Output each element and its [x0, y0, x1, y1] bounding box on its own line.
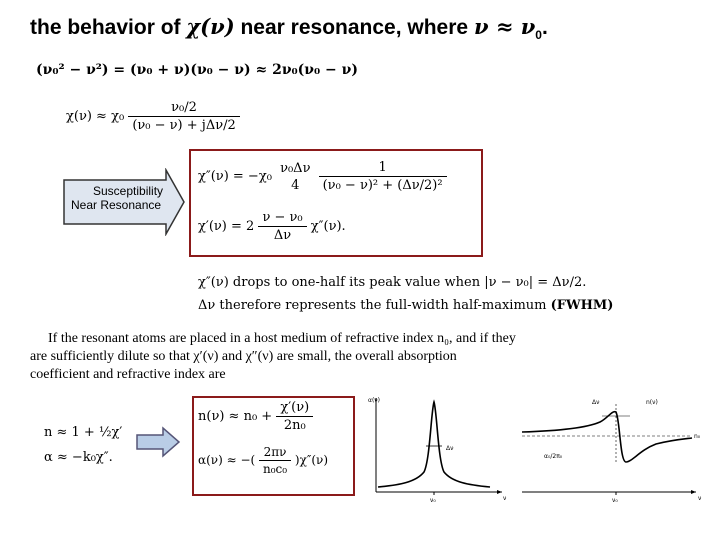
fwhm-line1: χ″(ν) drops to one-half its peak value when |ν − ν₀| = Δν/2. — [198, 275, 587, 290]
alpha-equation — [198, 445, 328, 476]
alpha-eq-den: n₀c₀ — [259, 460, 291, 476]
chi-dd-den2: (ν₀ − ν)² + (Δν/2)² — [319, 176, 447, 193]
paragraph-line2: are sufficiently dilute so that χ′(ν) and χ″(ν) are small, the overall absorption — [30, 349, 457, 364]
chi-prime-equation — [198, 210, 346, 243]
paragraph-line1: If the resonant atoms are placed in a host medium of refractive index n₀, and if they — [48, 331, 516, 346]
dispersion-xlabel: ν — [698, 495, 702, 502]
n-small-equation: n ≈ 1 + ½χ′ — [44, 425, 123, 440]
chi-dd-den1: 4 — [291, 177, 300, 193]
chi-eq-fraction — [128, 100, 239, 133]
n-eq-lhs: n(ν) ≈ n₀ + — [198, 409, 273, 424]
chi-d-num: ν − ν₀ — [262, 210, 303, 225]
chi-d-rhs: χ″(ν). — [310, 219, 346, 234]
chi-double-prime-equation — [198, 160, 447, 193]
chi-dd-frac1 — [276, 161, 314, 193]
chi-eq-den: (ν₀ − ν) + jΔν/2 — [128, 116, 239, 133]
absorption-xtick: ν₀ — [430, 497, 436, 504]
chi-d-frac — [258, 210, 306, 243]
fwhm-abbrev: (FWHM) — [550, 298, 614, 313]
absorption-width-label: Δν — [446, 445, 454, 452]
alpha-eq-frac — [259, 445, 291, 476]
absorption-xlabel: ν — [503, 495, 507, 502]
arrow-label-line2: Near Resonance — [71, 198, 162, 212]
refractive-index-plot — [516, 392, 716, 504]
fwhm-line2-text: Δν therefore represents the full-width half-maximum — [198, 298, 547, 313]
n-eq-frac — [276, 400, 313, 433]
arrow-label-line1: Susceptibility — [93, 184, 164, 198]
approx-equation: (ν₀² − ν²) = (ν₀ + ν)(ν₀ − ν) ≈ 2ν₀(ν₀ − ν) — [36, 62, 358, 78]
fwhm-line2 — [198, 298, 613, 313]
chi-d-lhs: χ′(ν) = 2 — [198, 219, 255, 234]
chi-dd-frac2 — [319, 160, 447, 193]
dispersion-width-label: Δν — [592, 399, 600, 406]
arrow-label — [71, 184, 163, 212]
page-title — [30, 14, 548, 42]
lorentzian-curve — [378, 402, 490, 487]
title-text: the behavior of — [30, 16, 181, 39]
absorption-plot — [360, 392, 510, 504]
alpha-eq-num: 2πν — [263, 445, 287, 459]
chi-dd-num2: 1 — [378, 160, 387, 175]
dispersion-amp-label: α₀/2π₀ — [544, 453, 563, 460]
chi-eq-num: ν₀/2 — [171, 100, 197, 115]
title-expr: ν ≈ ν — [473, 14, 536, 39]
dispersion-ylabel: n(ν) — [646, 399, 658, 406]
chi-dd-num1: ν₀Δν — [280, 160, 311, 176]
chi-d-den: Δν — [258, 226, 306, 243]
dispersion-xtick: ν₀ — [612, 497, 618, 504]
dispersion-n0-label: n₀ — [694, 433, 701, 440]
title-end: . — [541, 16, 548, 39]
chi-eq-lhs: χ(ν) ≈ χ₀ — [66, 109, 125, 124]
alpha-small-equation: α ≈ −k₀χ″. — [44, 450, 113, 465]
right-arrow-icon — [135, 426, 181, 458]
absorption-ylabel: α(ν) — [368, 397, 380, 404]
n-eq-den: 2n₀ — [276, 416, 313, 433]
title-sub: 0 — [535, 28, 542, 43]
alpha-eq-rhs: )χ″(ν) — [294, 453, 329, 467]
alpha-eq-lhs: α(ν) ≈ −( — [198, 453, 256, 467]
paragraph-line3: coefficient and refractive index are — [30, 367, 226, 382]
title-mid: near resonance, where — [240, 16, 469, 39]
chi-dd-lhs: χ″(ν) = −χ₀ — [198, 169, 272, 184]
n-eq-num: χ′(ν) — [280, 400, 310, 415]
n-equation — [198, 400, 313, 433]
paragraph — [30, 330, 516, 384]
title-chi: χ(ν) — [186, 14, 235, 39]
chi-equation — [66, 100, 240, 133]
